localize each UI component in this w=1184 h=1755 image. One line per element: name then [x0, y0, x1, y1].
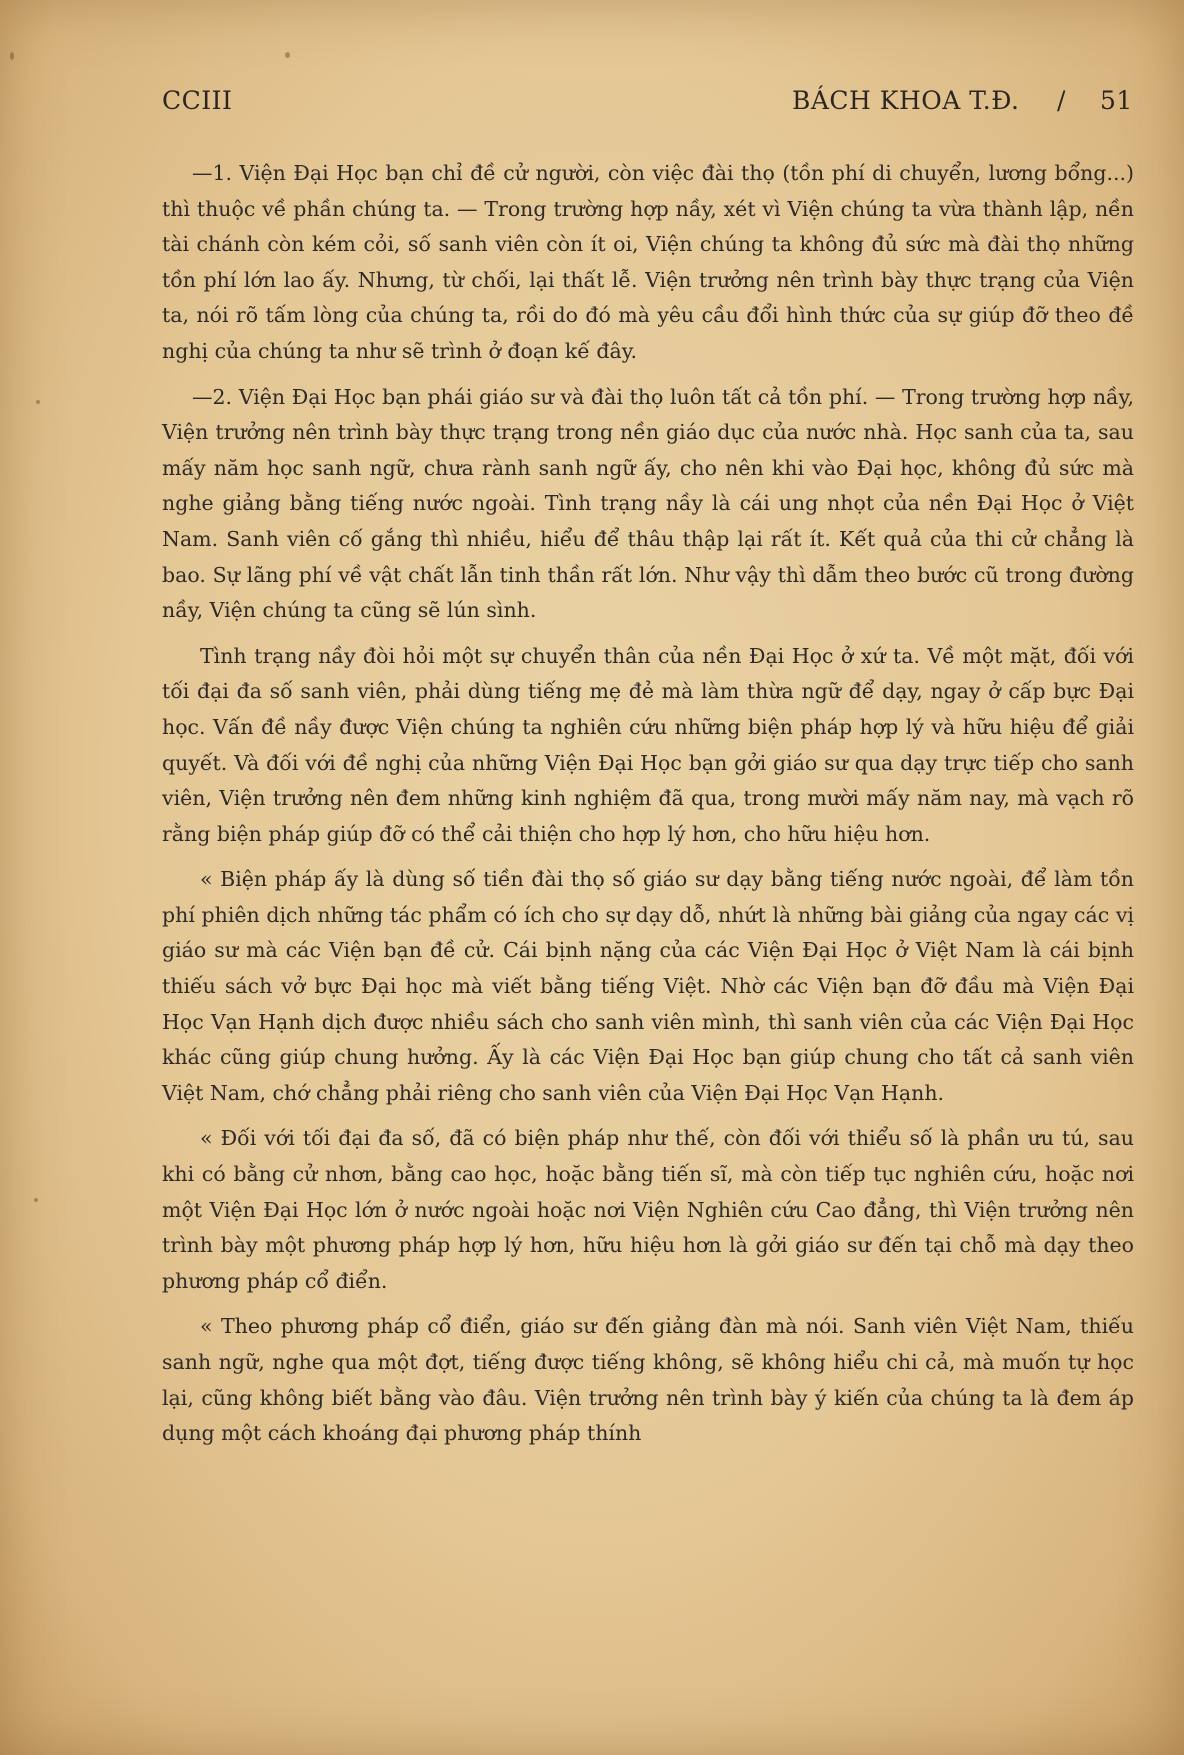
page-number: 51 — [1100, 86, 1133, 115]
paragraph-quote: « Theo phương pháp cổ điển, giáo sư đến giảng đàn mà nói. Sanh viên Việt Nam, thiếu sanh ngữ, nghe qua một đợt, tiếng được tiếng không, sẽ không hiểu chi cả, mà muốn tự học lại, cũng không biết bằng vào đâu. Viện trưởng nên trình bày ý kiến của chúng ta là đem áp dụng một cách khoáng đại phương pháp thính — [162, 1314, 1134, 1446]
paper-speck — [34, 1198, 38, 1202]
page-code: CCIII — [162, 86, 233, 115]
paragraph-point-2: —2. Viện Đại Học bạn phái giáo sư và đài thọ luôn tất cả tồn phí. — Trong trường hợp nầy, Viện trưởng nên trình bày thực trạng trong nền giáo dục của nước nhà. Học sanh của ta, sau mấy năm học sanh ngữ, chưa rành sanh ngữ ấy, cho nên khi vào Đại học, không đủ sức mà nghe giảng bằng tiếng nước ngoài. Tình trạng nầy là cái ung nhọt của nền Đại Học ở Việt Nam. Sanh viên cố gắng thì nhiều, hiểu để thâu thập lại rất ít. Kết quả của thi cử chẳng là bao. Sự lãng phí về vật chất lẫn tinh thần rất lớn. Như vậy thì dẫm theo bước cũ trong đường nầy, Viện chúng ta cũng sẽ lún sình. — [162, 384, 1134, 623]
paragraph-point-1: —1. Viện Đại Học bạn chỉ đề cử người, còn việc đài thọ (tồn phí di chuyển, lương bổng...) thì thuộc về phần chúng ta. — Trong trường hợp nầy, xét vì Viện chúng ta vừa thành lập, nền tài chánh còn kém cỏi, số sanh viên còn ít oi, Viện chúng ta không đủ sức mà đài thọ những tồn phí lớn lao ấy. Nhưng, từ chối, lại thất lễ. Viện trưởng nên trình bày thực trạng của Viện ta, nói rõ tấm lòng của chúng ta, rồi do đó mà yêu cầu đổi hình thức của sự giúp đỡ theo đề nghị của chúng ta như sẽ trình ở đoạn kế đây. — [162, 161, 1134, 363]
header-separator: / — [1057, 86, 1066, 115]
journal-title: BÁCH KHOA T.Đ. — [792, 86, 1020, 115]
running-header — [162, 86, 1133, 126]
paper-speck — [285, 52, 290, 58]
paragraph: Tình trạng nầy đòi hỏi một sự chuyển thân của nền Đại Học ở xứ ta. Về một mặt, đối với tối đại đa số sanh viên, phải dùng tiếng mẹ đẻ mà làm thừa ngữ để dạy, ngay ở cấp bực Đại học. Vấn đề nầy được Viện chúng ta nghiên cứu những biện pháp hợp lý và hữu hiệu để giải quyết. Và đối với đề nghị của những Viện Đại Học bạn gởi giáo sư qua dạy trực tiếp cho sanh viên, Viện trưởng nên đem những kinh nghiệm đã qua, trong mười mấy năm nay, mà vạch rõ rằng biện pháp giúp đỡ có thể cải thiện cho hợp lý hơn, cho hữu hiệu hơn. — [162, 643, 1134, 846]
paragraph-quote: « Biện pháp ấy là dùng số tiền đài thọ số giáo sư dạy bằng tiếng nước ngoài, để làm tồn phí phiên dịch những tác phẩm có ích cho sự dạy dỗ, nhứt là những bài giảng của ngay các vị giáo sư mà các Viện bạn đề cử. Cái bịnh nặng của các Viện Đại Học ở Việt Nam là cái bịnh thiếu sách vở bực Đại học mà viết bằng tiếng Việt. Nhờ các Viện bạn đỡ đầu mà Viện Đại Học Vạn Hạnh dịch được nhiều sách cho sanh viên mình, thì sanh viên của các Viện Đại Học khác cũng giúp chung hưởng. Ấy là các Viện Đại Học bạn giúp chung cho tất cả sanh viên Việt Nam, chớ chẳng phải riêng cho sanh viên của Viện Đại Học Vạn Hạnh. — [162, 867, 1134, 1105]
article-body — [162, 156, 1134, 1462]
paper-speck — [10, 52, 14, 60]
paragraph-quote: « Đối với tối đại đa số, đã có biện pháp như thế, còn đối với thiểu số là phần ưu tú, sau khi có bằng cử nhơn, bằng cao học, hoặc bằng tiến sĩ, mà còn tiếp tục nghiên cứu, hoặc nơi một Viện Đại Học lớn ở nước ngoài hoặc nơi Viện Nghiên cứu Cao đẳng, thì Viện trưởng nên trình bày một phương pháp hợp lý hơn, hữu hiệu hơn là gởi giáo sư đến tại chỗ mà dạy theo phương pháp cổ điển. — [162, 1126, 1134, 1293]
paper-speck — [36, 400, 40, 404]
